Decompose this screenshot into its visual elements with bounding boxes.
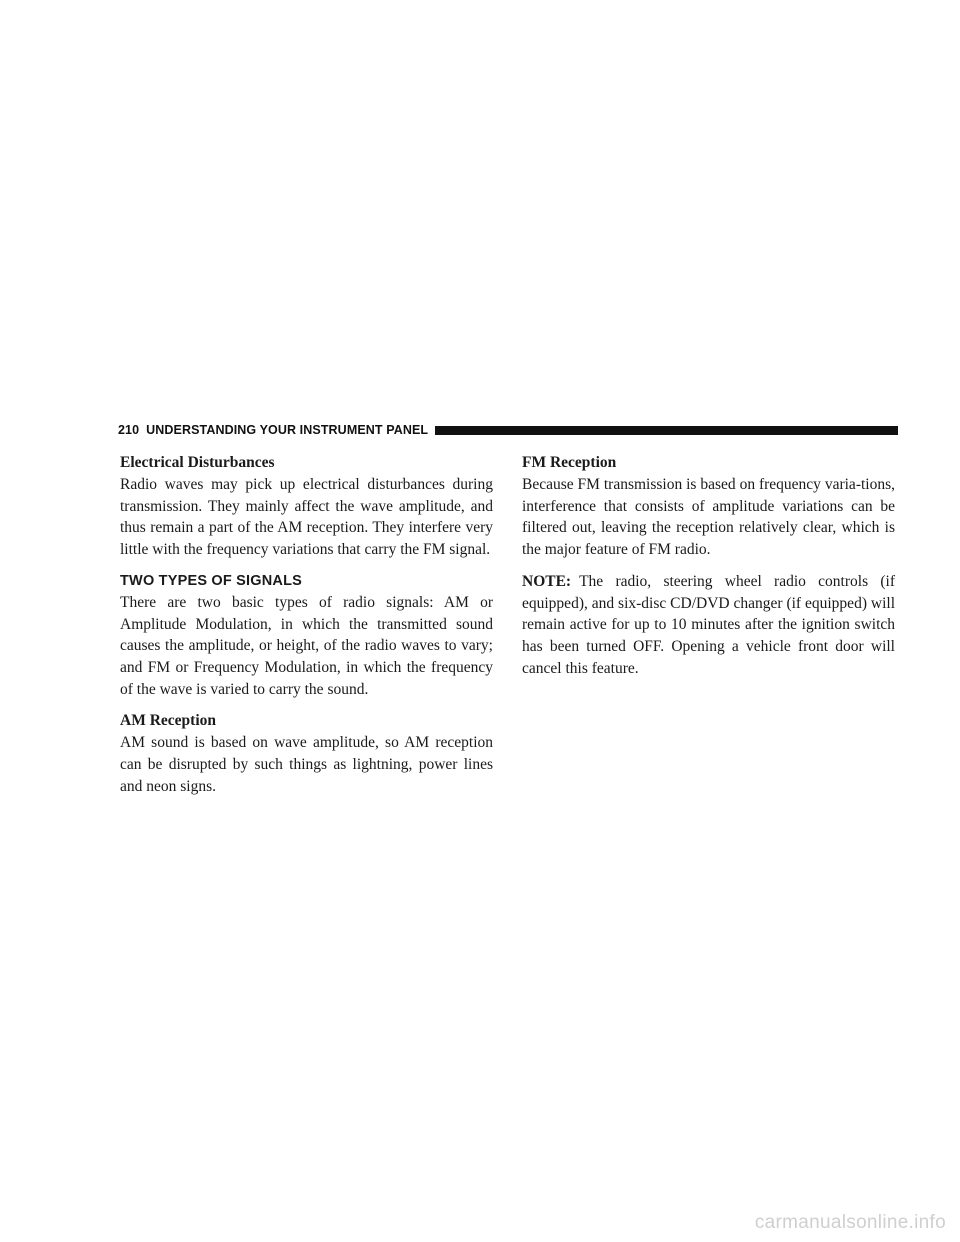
site-watermark: carmanualsonline.info — [754, 1212, 946, 1233]
right-column — [522, 452, 895, 679]
note-paragraph — [522, 571, 895, 680]
note-label: NOTE: — [522, 572, 572, 590]
note-text: The radio, steering wheel radio controls (if equipped), and six-disc CD/DVD changer (if equipped) will remain active for up to 10 minutes after the ignition switch has been turned OFF. Opening a vehicle front door will cancel this feature. — [522, 572, 895, 677]
two-types-of-signals-heading: TWO TYPES OF SIGNALS — [120, 572, 303, 589]
two-types-of-signals-text: There are two basic types of radio signals: AM or Amplitude Modulation, in which the transmitted sound causes the amplitude, or height, of the radio waves to vary; and FM or Frequency Modulation, in which the frequency of the wave is varied to carry the sound. — [120, 593, 493, 698]
electrical-disturbances-heading: Electrical Disturbances — [120, 454, 275, 471]
chapter-title: UNDERSTANDING YOUR INSTRUMENT PANEL — [146, 423, 429, 437]
am-reception-text: AM sound is based on wave amplitude, so AM reception can be disrupted by such things as lightning, power lines and neon signs. — [120, 734, 493, 795]
page-number: 210 — [118, 423, 140, 437]
left-column — [120, 452, 493, 797]
am-reception-heading: AM Reception — [120, 712, 216, 730]
electrical-disturbances-text: Radio waves may pick up electrical disturbances during transmission. They mainly affect the wave amplitude, and thus remain a part of the AM reception. They interfere very little with the frequency variations that carry the FM signal. — [120, 476, 493, 559]
header-rule — [435, 426, 898, 435]
fm-reception-heading: FM Reception — [522, 454, 617, 471]
fm-reception-text: Because FM transmission is based on frequency varia-tions, interference that consists of amplitude variations can be filtered out, leaving the reception relatively clear, which is the major feature of FM radio. — [522, 476, 895, 559]
page-header — [118, 420, 898, 440]
